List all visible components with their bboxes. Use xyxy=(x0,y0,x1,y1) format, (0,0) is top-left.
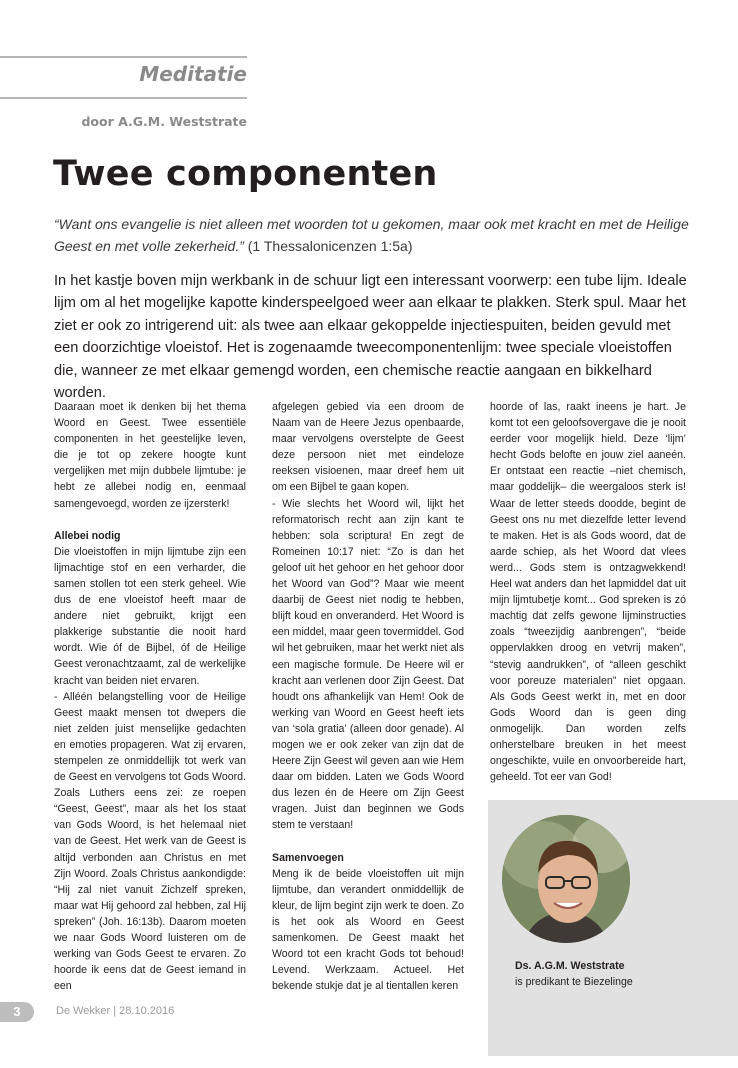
author-role: is predikant te Biezelinge xyxy=(515,976,633,988)
paragraph: Daaraan moet ik denken bij het thema Woord en Geest. Twee essentiële componenten in het geestelijke leven, die je tot op zekere hoogte kunt vergelijken met mijn dubbele lijmtube: je hebt ze allebei nodig en, eenmaal samengevoegd, worden ze ijzersterk! xyxy=(54,401,246,510)
article-title: Twee componenten xyxy=(53,154,438,194)
author-name: Ds. A.G.M. Weststrate xyxy=(515,960,625,972)
subheading-allebei-nodig: Allebei nodig xyxy=(54,529,121,542)
footer-publication: De Wekker | 28.10.2016 xyxy=(56,1005,175,1017)
author-portrait xyxy=(502,815,630,943)
header-rule-bottom xyxy=(0,97,247,99)
paragraph: Die vloeistoffen in mijn lijmtube zijn een lijmachtige stof en een verharder, die samen stollen tot een sterk geheel. Wie dus de ene vloeistof heeft maar de andere niet gebruikt, krijgt een plakkerige substantie die nooit hard wordt. Wie óf de Bijbel, óf de Heilige Geest veronachtzaamt, zal de werkelijke kracht van beiden niet ervaren. xyxy=(54,545,246,687)
byline: door A.G.M. Weststrate xyxy=(81,114,247,129)
paragraph: afgelegen gebied via een droom de Naam van de Heere Jezus openbaarde, maar vervolgens overstelpte de Geest deze persoon niet met eindeloze reeksen visioenen, maar dreef hem uit om een Bijbel te gaan kopen. xyxy=(272,401,464,494)
column-1 xyxy=(54,399,246,994)
lead-paragraph: In het kastje boven mijn werkbank in de schuur ligt een interessant voorwerp: een tube lijm. Ideale lijm om al het mogelijke kapotte kinderspeelgoed weer aan elkaar te plakken. Sterk spul. Maar het ziet er ook zo intrigerend uit: als twee aan elkaar gekoppelde injectiespuiten, beiden gevuld met een doorzichtige vloeistof. Het is zogenaamde tweecomponentenlijm: twee speciale vloeistoffen die, wanneer ze met elkaar gemengd worden, een chemische reactie aangaan en bikkelhard worden. xyxy=(54,273,687,402)
quote-text: “Want ons evangelie is niet alleen met woorden tot u gekomen, maar ook met kracht en met de Heilige Geest en met volle zekerheid.” xyxy=(54,216,689,254)
subheading-samenvoegen: Samenvoegen xyxy=(272,851,344,864)
header-rule-top xyxy=(0,56,247,58)
paragraph: hoorde of las, raakt ineens je hart. Je komt tot een geloofsovergave die je nooit eerder voor mogelijk hield. Deze ‘lijm’ hecht Gods belofte en jouw ziel aaneén. Er ontstaat een reactie –niet chemisch, maar goddelijk– die weergaloos sterk is! Waar de letter steeds doodde, begint de Geest ons nu met diezelfde letter levend te maken. Het is als Gods woord, dat de aarde schiep, als het Woord dat vlees werd... Gods stem is ontzagwekkend! Heel wat anders dan het lapmiddel dat uit mijn lijmtubetje komt... God spreken is zó machtig dat zelfs gewone lijminstructies zoals “tweezijdig aanbrengen”, “beide oppervlakken droog en vetvrij maken”, “stevig aandrukken”, of “alleen geschikt voor poreuze materialen” niet opgaan. Als Gods Geest werkt in, met en door Gods Woord dan is geen ding onmogelijk. Dan worden zelfs onherstelbare breuken in het meest ongeschikte, vuile en onvoorbereide hart, geheeld. Tot eer van God! xyxy=(490,401,686,784)
page-number: 3 xyxy=(0,1002,34,1022)
section-title: Meditatie xyxy=(139,62,247,86)
portrait-illustration xyxy=(502,815,630,943)
column-3 xyxy=(490,399,686,785)
bible-quote xyxy=(54,213,694,257)
paragraph: Meng ik de beide vloeistoffen uit mijn lijmtube, dan verandert onmiddellijk de kleur, de lijm begint zijn werk te doen. Zo is het ook als Woord en Geest samenkomen. De Geest maakt het Woord tot een kracht Gods tot behoud! Levend. Werkzaam. Actueel. Het bekende stukje dat je al tientallen keren xyxy=(272,867,464,993)
paragraph: - Wie slechts het Woord wil, lijkt het reformatorisch recht aan zijn kant te hebben: sola scriptura! En zegt de Romeinen 10:17 niet: “Zo is dan het geloof uit het gehoor en het gehoor door het Woord van God”? Maar wie meent daarbij de Geest niet nodig te hebben, blijft koud en onveranderd. Het Woord is een middel, maar geen tovermiddel. God wil het gebruiken, maar het werkt niet als een magische formule. De Heere wil er kracht aan verlenen door Zijn Geest. Dat houdt ons afhankelijk van Hem! Ook de werking van Woord en Geest heeft iets van ‘sola gratia’ (alleen door genade). Al mogen we er ook zeker van zijn dat de Heere Zijn Geest wil geven aan wie Hem daar om bidden. Laten we Gods Woord dus lezen én de Heere om Zijn Geest vragen. Juist dan beginnen we Gods stem te verstaan! xyxy=(272,497,464,832)
paragraph: - Alléén belangstelling voor de Heilige Geest maakt mensen tot dwepers die niet zelden juist menselijke gedachten en emoties propageren. Wat zij ervaren, stempelen ze onmiddellijk tot werk van de Geest en vervolgens tot Gods Woord. Zoals Luthers eens zei: ze roepen “Geest, Geest”, maar als het los staat van Gods Woord, is het helemaal niet van de Geest. Het werk van de Geest is altijd verbonden aan Christus en met Zijn Woord. Zoals Christus aankondigde: “Hij zal niet vanuit Zichzelf spreken, maar wat Hij gehoord zal hebben, zal Hij spreken” (Joh. 16:13b). Daarom moeten we naar Gods Woord luisteren om de werking van Gods Geest te ervaren. Zo hoorde ik eens dat de Geest iemand in een xyxy=(54,690,246,993)
author-box xyxy=(488,800,738,1056)
quote-reference: (1 Thessalonicenzen 1:5a) xyxy=(247,238,413,254)
column-2 xyxy=(272,399,464,994)
